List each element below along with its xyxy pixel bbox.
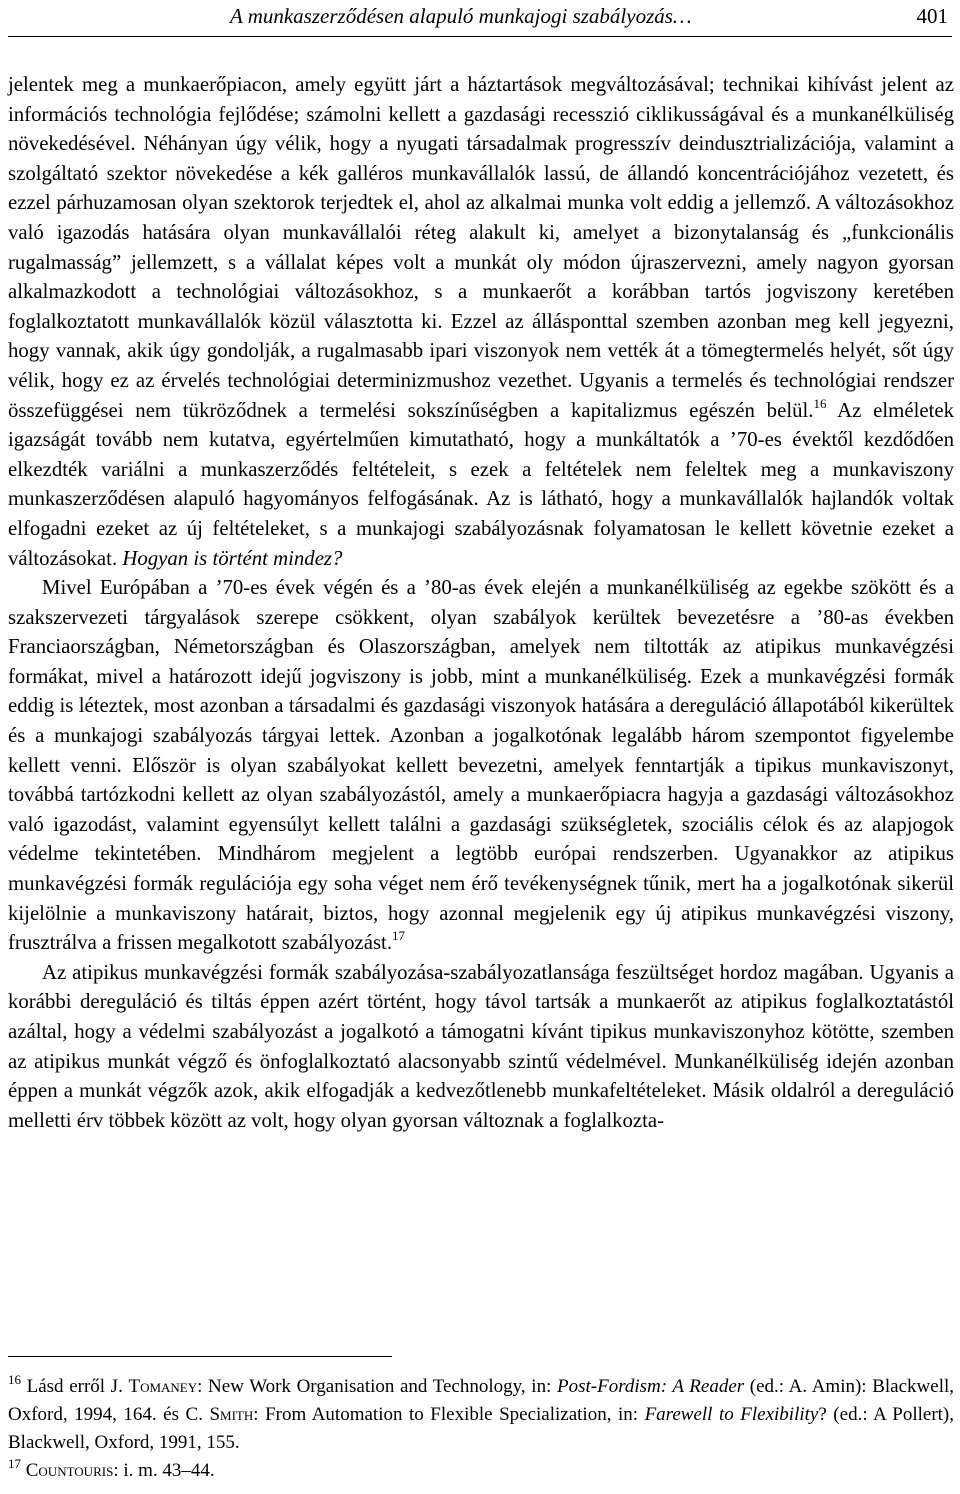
running-header-title: A munkaszerződésen alapuló munkajogi szabályozás… [230, 4, 692, 28]
paragraph-1 [8, 70, 954, 573]
footnote-ref-16[interactable]: 16 [813, 395, 827, 411]
footnote-16-text-2: : New Work Organisation and Technology, in: [197, 1376, 557, 1397]
footnote-16-text-3: (ed.: A. Amin): Blackwell, Oxford, 1994, 164. és C. [8, 1376, 954, 1425]
paragraph-3: Az atipikus munkavégzési formák szabályozása-szabályozatlansága feszültséget hordoz magában. Ugyanis a korábbi dereguláció és tiltás éppen azért történt, hogy távol tartsák a munkaerőt az atipikus foglalkoztatástól azáltal, hogy a védelmi szabályozást a jogalkotó a támogatni kívánt tipikus munkaviszonyhoz kötötte, szemben az atipikus munkát végző és önfoglalkoztató alacsonyabb szintű védelmével. Munkanélküliség idején azonban éppen a munkát végzők azok, akik elfogadják a kedvezőtlenebb munkafeltételeket. Másik oldalról a dereguláció melletti érv többek között az volt, hogy olyan gyorsan változnak a foglalkozta- [8, 960, 954, 1132]
paragraph-2 [8, 573, 954, 958]
footnote-17-author: Countouris [25, 1460, 114, 1481]
footnotes [8, 1373, 954, 1485]
footnote-17-text: : i. m. 43–44. [113, 1460, 215, 1481]
footnote-divider [8, 1356, 392, 1357]
footnote-17-number: 17 [8, 1455, 21, 1471]
footnote-16 [8, 1373, 954, 1457]
footnote-ref-17[interactable]: 17 [392, 928, 406, 944]
paragraph-1-text-a: jelentek meg a munkaerőpiacon, amely együtt járt a háztartások megváltozásával; technikai kihívást jelent az információs technológia fejlődése; számolni kellett a gazdasági recesszió ciklikusságával és a munkanélküliség növekedésével. Néhányan úgy vélik, hogy a nyugati társadalmak progresszív deindusztrializációja, valamint a szolgáltató szektor növekedése a kék galléros munkavállalók lassú, de állandó koncentrációjához vezetett, és ezzel párhuzamosan olyan szektorok terjedtek el, ahol az alkalmai munka volt eddig a jellemző. A változásokhoz való igazodás hatására olyan munkavállalói réteg alakult ki, amelyet a bizonytalanság és „funkcionális rugalmasság” jellemzett, s a vállalat képes volt a munkát oly módon újraszervezni, amely nagyon gyorsan alkalmazkodott a technológiai változásokhoz, s a munkaerőt a korábban tartós jogviszony keretében foglalkoztatott munkavállalók közül választotta ki. Ezzel az állásponttal szemben azonban meg kell jegyezni, hogy vannak, akik úgy gondolják, a rugalmasabb ipari viszonyok nem vették át a tömegtermelés helyét, sőt úgy vélik, hogy ez az érvelés technológiai determinizmushoz vezethet. Ugyanis a termelés és technológiai rendszer összefüggései nem tükröződnek a termelési sokszínűségben a kapitalizmus egészén belül. [8, 73, 954, 422]
paragraph-1-text-b: Az elméletek igazságát tovább nem kutatva, egyértelműen kimutatható, hogy a munkáltatók a ’70-es évektől kezdődően elkezdték variálni a munkaszerződés feltételeit, s ezek a feltételek nem feleltek meg a munkaviszony munkaszerződésen alapuló hagyományos felfogásának. Az is látható, hogy a munkavállalók hajlandók voltak elfogadni ezeket az új feltételeket, s a munkajogi szabályozásnak folyamatosan le kellett követnie ezeket a változásokat. [8, 398, 955, 570]
running-header [8, 0, 952, 37]
footnote-16-text-1: Lásd erről J. [21, 1376, 129, 1397]
footnote-16-text-5: ? (ed.: A Pollert), Blackwell, Oxford, 1991, 155. [8, 1404, 955, 1453]
footnote-16-number: 16 [8, 1371, 21, 1387]
body-text [8, 70, 954, 1135]
footnote-16-author-2: Smith [209, 1404, 254, 1425]
footnote-16-text-4: : From Automation to Flexible Specialization, in: [253, 1404, 645, 1425]
paragraph-2-text: Mivel Európában a ’70-es évek végén és a ’80-as évek elején a munkanélküliség az egekbe szökött és a szakszervezeti tárgyalások szerepe csökkent, olyan szabályok kerültek bevezetésre a ’80-as években Franciaországban, Németországban és Olaszországban, amelyek nem tiltották az atipikus munkavégzési formákat, mivel a határozott idejű jogviszony is jobb, mint a munkanélküliség. Ezek a munkavégzési formák eddig is léteztek, most azonban a társadalmi és gazdasági viszonyok hatására a dereguláció állapotából kikerültek és a munkajogi szabályozás tárgyai lettek. Azonban a jogalkotónak legalább három szempontot figyelembe kellett venni. Először is olyan szabályokat kellett bevezetni, amelyek fenntartják a tipikus munkaviszonyt, továbbá tartózkodni kellett az olyan szabályozástól, amely a munkaerőpiacra hagyja a gazdasági változásokhoz való igazodást, valamint egyensúlyt kellett találni a gazdasági szükségletek, szociális célok és az alapjogok védelme tekintetében. Mindhárom megjelent a legtöbb európai rendszerben. Ugyanakkor az atipikus munkavégzési formák regulációja egy soha véget nem érő tevékenységnek tűnik, mert ha a jogalkotónak sikerül kijelölnie a munkaviszony határait, biztos, hogy azonnal megjelenik egy új atipikus munkavégzési viszony, frusztrálva a frissen megalkotott szabályozást. [8, 576, 954, 955]
footnote-17 [8, 1457, 954, 1485]
footnote-16-author-1: Tomaney [128, 1376, 198, 1397]
page-number: 401 [916, 4, 948, 28]
paragraph-1-question: Hogyan is történt mindez? [122, 546, 343, 570]
footnote-16-book-1: Post-Fordism: A Reader [556, 1376, 745, 1397]
footnote-16-book-2: Farewell to Flexibility [644, 1404, 819, 1425]
